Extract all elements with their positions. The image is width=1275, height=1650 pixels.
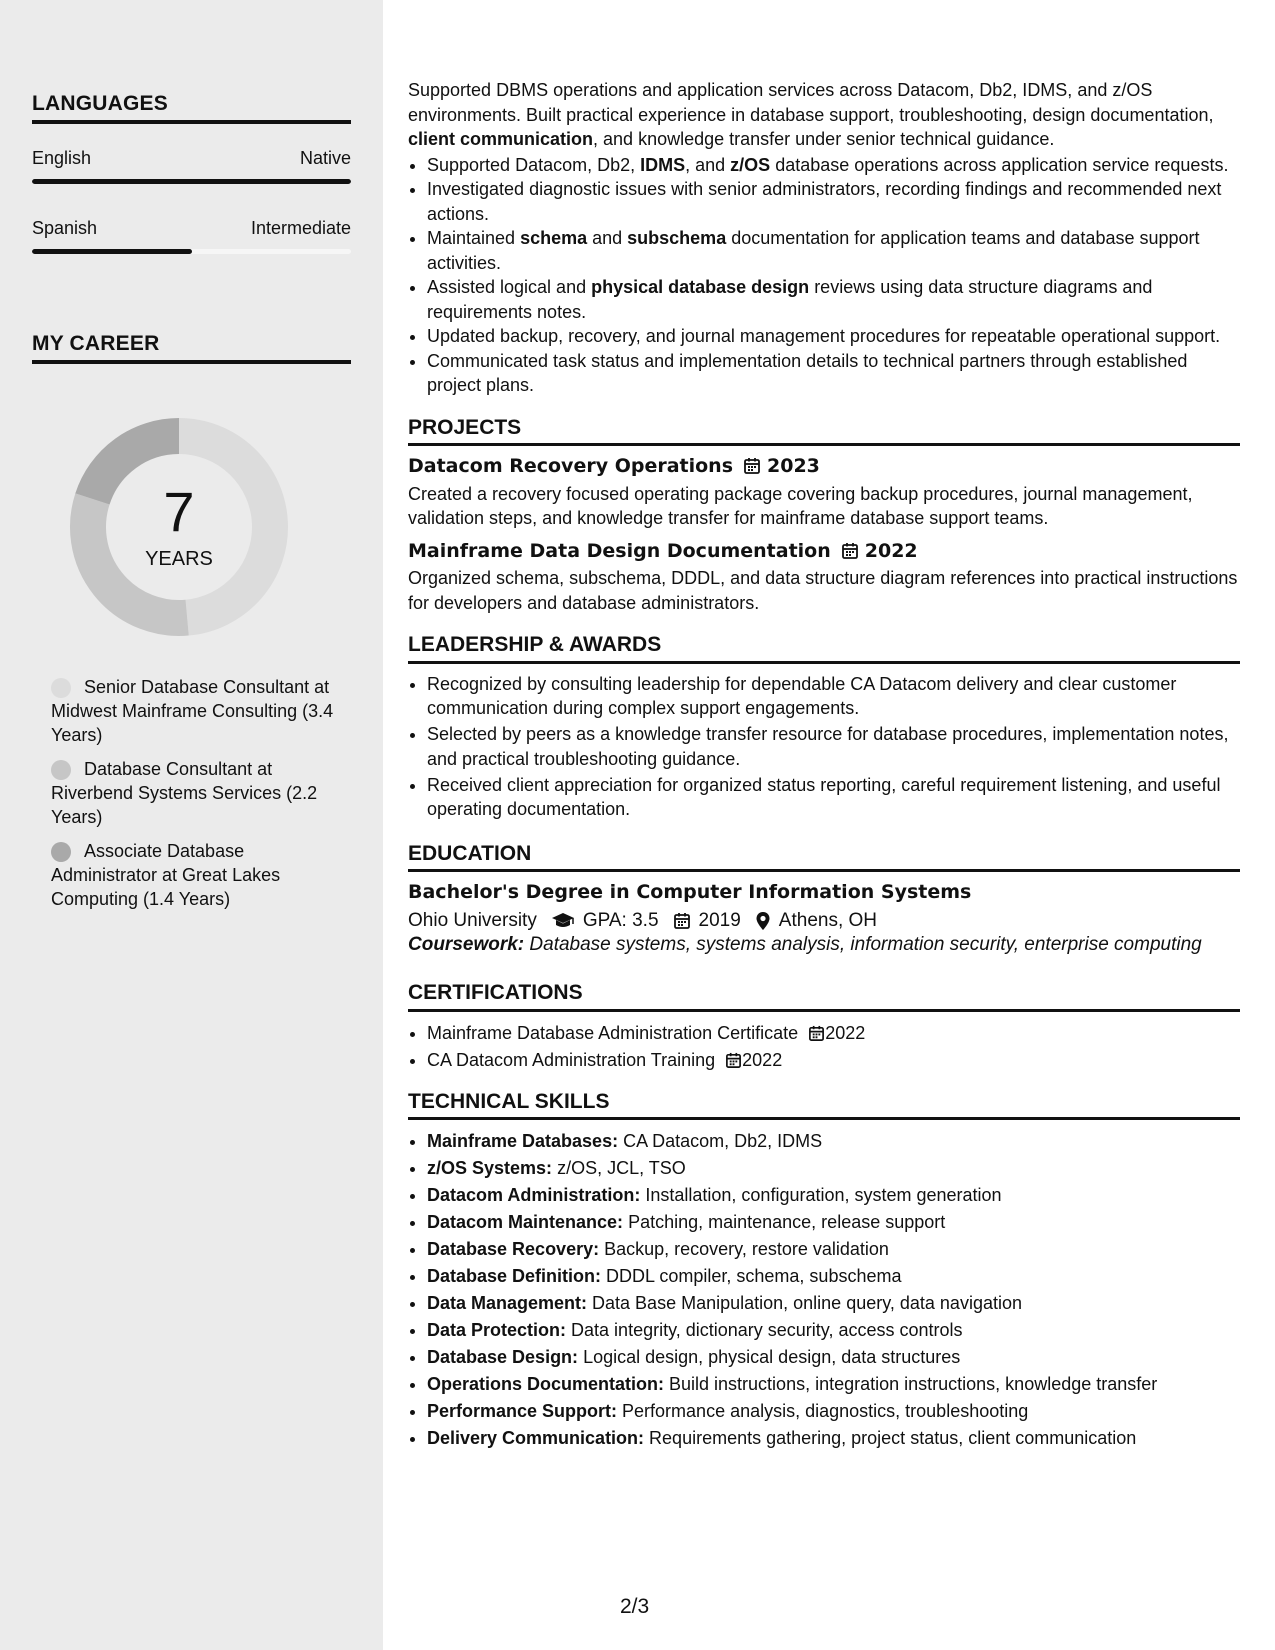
calendar-icon: [841, 542, 859, 560]
education-coursework: [408, 933, 1240, 957]
main-content: [408, 78, 1240, 1452]
education-location: Athens, OH: [778, 909, 878, 931]
career-legend-text: Senior Database Consultant at Midwest Mainframe Consulting (3.4 Years): [51, 677, 334, 745]
leadership-list: [408, 672, 1240, 822]
career-total-unit: YEARS: [145, 548, 213, 570]
project-name: Mainframe Data Design Documentation: [408, 539, 831, 562]
leadership-title: LEADERSHIP & AWARDS: [408, 633, 1240, 664]
list-item: • Communicated task status and implementation details to technical partners through established project plans.: [427, 349, 1240, 398]
list-item: [427, 1020, 1240, 1047]
skill-label: Database Design:: [427, 1347, 579, 1367]
skill-item: [427, 1128, 1240, 1155]
experience-bullets: [408, 153, 1240, 398]
certifications-list: [408, 1020, 1240, 1074]
skill-value: Logical design, physical design, data structures: [578, 1347, 961, 1367]
skills-title: TECHNICAL SKILLS: [408, 1090, 1240, 1121]
skill-value: Installation, configuration, system generation: [640, 1185, 1002, 1205]
language-proficiency-fill: [32, 179, 351, 184]
project-item: [408, 539, 1240, 616]
summary-text-end: , and knowledge transfer under senior technical guidance.: [593, 129, 1055, 149]
skill-label: Delivery Communication:: [427, 1428, 645, 1448]
language-level: Native: [299, 148, 351, 168]
skill-label: Datacom Administration:: [427, 1185, 641, 1205]
summary-bold: client communication: [408, 129, 594, 149]
skill-item: [427, 1290, 1240, 1317]
career-section: [32, 332, 351, 364]
skill-label: Data Management:: [427, 1293, 588, 1313]
calendar-icon: [673, 912, 691, 930]
coursework-label: Coursework:: [408, 934, 525, 955]
education-year: 2019: [698, 909, 741, 931]
education-degree: Bachelor's Degree in Computer Information Systems: [408, 881, 972, 903]
skill-value: Data Base Manipulation, online query, data navigation: [587, 1293, 1022, 1313]
skill-item: [427, 1317, 1240, 1344]
skill-label: Performance Support:: [427, 1401, 618, 1421]
summary-text: Supported DBMS operations and application services across Datacom, Db2, IDMS, and z/OS environments. Built practical experience in database support, troubleshooting, design documentation,: [408, 80, 1214, 125]
skill-label: Database Definition:: [427, 1266, 602, 1286]
language-name: Spanish: [32, 218, 98, 238]
career-legend-text: Database Consultant at Riverbend Systems Services (2.2 Years): [51, 759, 318, 827]
skill-item: [427, 1155, 1240, 1182]
language-proficiency-fill: [32, 249, 192, 254]
list-item: [427, 1047, 1240, 1074]
projects-title: PROJECTS: [408, 416, 1240, 447]
project-item: [408, 454, 1240, 531]
skill-label: z/OS Systems:: [427, 1158, 553, 1178]
skill-item: [427, 1344, 1240, 1371]
project-year: 2022: [864, 539, 918, 562]
certifications-title: CERTIFICATIONS: [408, 981, 1240, 1012]
skill-item: [427, 1182, 1240, 1209]
list-item: • Investigated diagnostic issues with senior administrators, recording findings and recommended next actions.: [427, 177, 1240, 226]
skill-label: Data Protection:: [427, 1320, 567, 1340]
sidebar: [0, 0, 383, 1650]
skill-label: Database Recovery:: [427, 1239, 600, 1259]
list-item: • Recognized by consulting leadership for dependable CA Datacom delivery and clear customer communication during complex support engagements.: [427, 672, 1240, 721]
skill-item: [427, 1209, 1240, 1236]
list-item: • Received client appreciation for organized status reporting, careful requirement listening, and useful operating documentation.: [427, 773, 1240, 822]
skill-label: Operations Documentation:: [427, 1374, 665, 1394]
page-number: 2/3: [620, 1595, 650, 1618]
skill-value: Backup, recovery, restore validation: [599, 1239, 889, 1259]
education-gpa: GPA: 3.5: [582, 909, 659, 931]
language-row: [32, 148, 351, 169]
language-level: Intermediate: [250, 218, 351, 238]
skill-value: Data integrity, dictionary security, access controls: [566, 1320, 963, 1340]
career-legend-text: Associate Database Administrator at Great Lakes Computing (1.4 Years): [51, 841, 281, 909]
skill-value: CA Datacom, Db2, IDMS: [618, 1131, 823, 1151]
career-legend-item: [51, 757, 341, 829]
project-year: 2023: [767, 455, 820, 477]
project-description: Organized schema, subschema, DDDL, and data structure diagram references into practical instructions for developers and database administrators.: [408, 568, 1238, 613]
education-title: EDUCATION: [408, 842, 1240, 873]
career-legend-item: [51, 839, 341, 911]
career-legend-item: [51, 675, 341, 747]
skill-value: Patching, maintenance, release support: [623, 1212, 946, 1232]
career-legend: [51, 675, 341, 921]
skill-value: Performance analysis, diagnostics, troubleshooting: [617, 1401, 1029, 1421]
list-item: • Selected by peers as a knowledge transfer resource for database procedures, implementation notes, and practical troubleshooting guidance.: [427, 722, 1240, 771]
skill-item: [427, 1371, 1240, 1398]
career-legend-dot: [51, 760, 71, 780]
map-pin-icon: [755, 911, 771, 931]
list-item: • Updated backup, recovery, and journal management procedures for repeatable operational support.: [427, 324, 1240, 349]
list-item: • Maintained schema and subschema documentation for application teams and database support activities.: [427, 226, 1240, 275]
coursework-text: Database systems, systems analysis, information security, enterprise computing: [524, 934, 1202, 955]
skill-label: Datacom Maintenance:: [427, 1212, 624, 1232]
calendar-icon: [808, 1025, 825, 1042]
project-name: Datacom Recovery Operations: [408, 455, 734, 477]
skill-value: Build instructions, integration instructions, knowledge transfer: [664, 1374, 1158, 1394]
languages-section: [32, 92, 351, 254]
career-title: MY CAREER: [32, 332, 351, 364]
certification-year: 2022: [742, 1049, 783, 1070]
certification-name: Mainframe Database Administration Certificate: [427, 1022, 799, 1043]
skill-label: Mainframe Databases:: [427, 1131, 619, 1151]
skill-value: Requirements gathering, project status, client communication: [644, 1428, 1137, 1448]
skill-value: DDDL compiler, schema, subschema: [601, 1266, 902, 1286]
project-description: Created a recovery focused operating package covering backup procedures, journal management, validation steps, and knowledge transfer for mainframe database support teams.: [408, 483, 1193, 528]
language-row: [32, 218, 351, 239]
skill-item: [427, 1425, 1240, 1452]
career-legend-dot: [51, 678, 71, 698]
skill-item: [427, 1236, 1240, 1263]
languages-title: LANGUAGES: [32, 92, 351, 124]
skill-value: z/OS, JCL, TSO: [552, 1158, 686, 1178]
language-proficiency-bar: [32, 179, 351, 184]
career-donut-chart: [66, 414, 292, 640]
skills-list: [408, 1128, 1240, 1452]
language-proficiency-bar: [32, 249, 351, 254]
experience-summary: [408, 78, 1240, 152]
skill-item: [427, 1263, 1240, 1290]
career-total-number: 7: [163, 480, 195, 543]
certification-name: CA Datacom Administration Training: [427, 1049, 716, 1070]
calendar-icon: [725, 1052, 742, 1069]
career-legend-dot: [51, 842, 71, 862]
graduation-cap-icon: [551, 912, 575, 930]
list-item: • Assisted logical and physical database design reviews using data structure diagrams and requirements notes.: [427, 275, 1240, 324]
list-item: • Supported Datacom, Db2, IDMS, and z/OS database operations across application service requests.: [427, 153, 1240, 178]
language-name: English: [32, 148, 92, 168]
certification-year: 2022: [825, 1022, 866, 1043]
education-school: Ohio University: [408, 909, 537, 931]
education-meta: [408, 909, 1240, 934]
calendar-icon: [743, 457, 761, 475]
skill-item: [427, 1398, 1240, 1425]
